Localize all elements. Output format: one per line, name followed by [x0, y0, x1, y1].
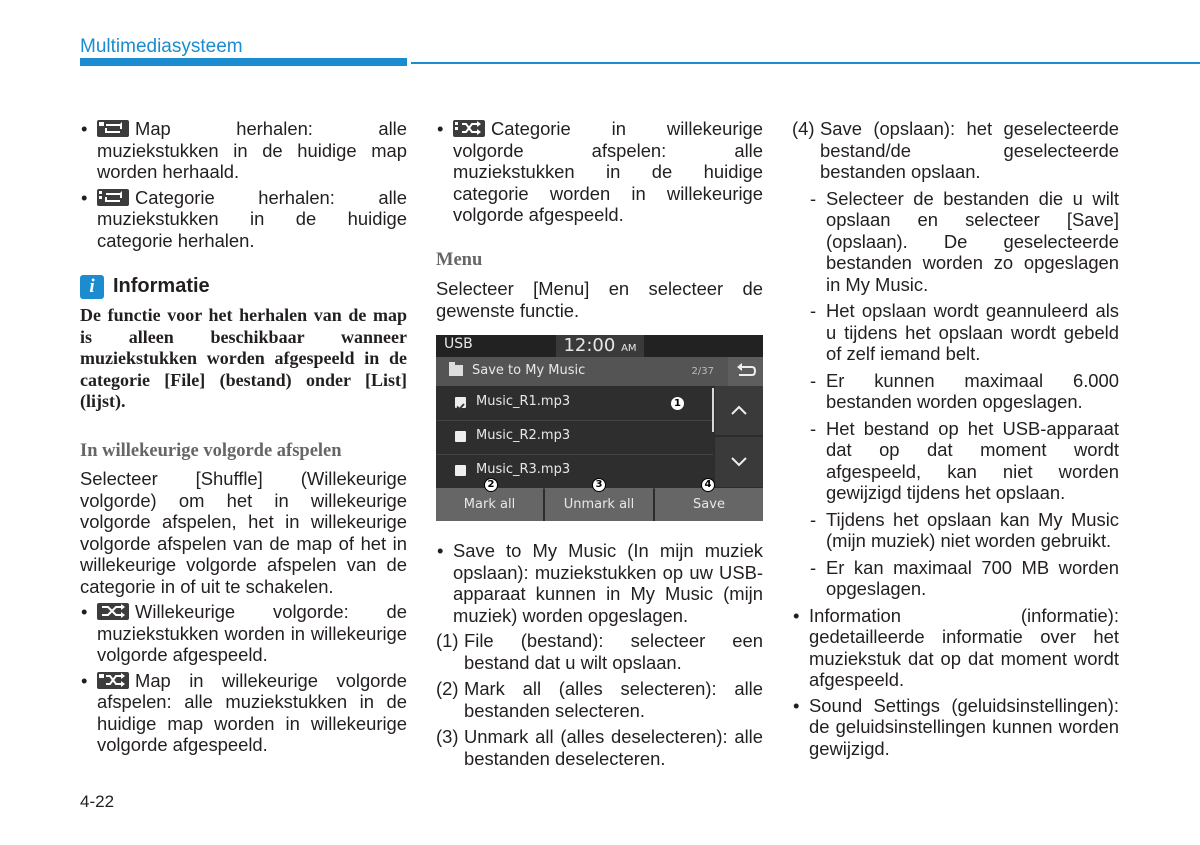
save-button[interactable]: Save [655, 488, 763, 521]
item-save [792, 118, 1119, 183]
section-title: Multimediasysteem [80, 36, 243, 57]
bullet-shuffle-folder [80, 670, 407, 756]
item-unmark-all [436, 726, 763, 769]
file-row[interactable] [436, 455, 713, 489]
bullet-text: Categorie herhalen: alle muziekstukken in de huidige categorie herhalen. [97, 186, 407, 251]
bullet-category-repeat [80, 187, 407, 252]
bullet-text: Save to My Music (In mijn muziek opslaan): muziekstukken op uw USB-apparaat kunnen in My Music (mijn muziek) worden opgeslagen. [453, 540, 763, 626]
dash-marker: - [810, 556, 817, 578]
back-button[interactable] [728, 357, 763, 386]
clock [556, 335, 644, 357]
file-name: Music_R2.mp3 [476, 428, 571, 443]
checkbox[interactable] [455, 465, 466, 476]
note-item [792, 300, 1119, 365]
callout-4: 4 [701, 478, 715, 492]
bullet-folder-repeat [80, 118, 407, 183]
item-number: (1) [436, 630, 459, 651]
chevron-down-icon [715, 437, 763, 487]
scroll-down-button[interactable] [715, 437, 763, 487]
info-title: Informatie [113, 275, 210, 298]
head-unit-screen [436, 335, 763, 521]
column-middle [436, 118, 763, 230]
note-text: Er kan maximaal 700 MB worden opgeslagen. [826, 556, 1119, 599]
shuffle-folder-icon [97, 672, 129, 689]
info-heading [80, 275, 407, 299]
source-label: USB [444, 336, 473, 352]
item-file [436, 630, 763, 673]
item-text: File (bestand): selecteer een bestand dat u wilt opslaan. [464, 630, 763, 673]
mark-all-button[interactable]: Mark all [436, 488, 543, 521]
info-icon: i [80, 275, 104, 299]
folder-bar [436, 357, 728, 386]
unmark-all-button[interactable]: Unmark all [545, 488, 653, 521]
shuffle-category-icon [453, 120, 485, 137]
file-name: Music_R3.mp3 [476, 462, 571, 477]
bullet-text: Willekeurige volgorde: de muziekstukken worden in willekeurige volgorde afgespeeld. [97, 601, 407, 665]
checkbox[interactable] [455, 431, 466, 442]
bullet-shuffle-category [436, 118, 763, 226]
repeat-category-icon [97, 189, 129, 206]
item-text: Save (opslaan): het geselecteerde bestand/de geselecteerde bestanden opslaan. [820, 118, 1119, 182]
bullet-shuffle [80, 601, 407, 666]
menu-paragraph: Selecteer [Menu] en selecteer de gewenste functie. [436, 278, 763, 321]
status-bar [436, 335, 763, 357]
item-text: Unmark all (alles deselecteren): alle bestanden deselecteren. [464, 726, 763, 769]
note-item [792, 418, 1119, 504]
note-text: Het bestand op het USB-apparaat dat op dat moment wordt afgespeeld, kan niet worden gewijzigd tijdens het opslaan. [826, 417, 1119, 503]
note-item [792, 509, 1119, 552]
bullet-save-music [436, 540, 763, 626]
bullet-text: Sound Settings (geluidsinstellingen): de geluidsinstellingen kunnen worden gewijzigd. [809, 694, 1119, 759]
bullet-text: Map herhalen: alle muziekstukken in de huidige map worden herhaald. [97, 118, 407, 182]
bullet-sound-settings [792, 695, 1119, 760]
back-icon [728, 357, 763, 386]
note-text: Er kunnen maximaal 6.000 bestanden worden opgeslagen. [826, 369, 1119, 412]
shuffle-heading: In willekeurige volgorde afspelen [80, 440, 342, 461]
item-number: (4) [792, 118, 815, 139]
track-count: 2/37 [691, 366, 714, 377]
item-number: (2) [436, 678, 459, 699]
bullet-text: Information (informatie): gedetailleerde informatie over het muziekstuk dat op dat moment wordt afgespeeld. [809, 604, 1119, 690]
info-text: De functie voor het herhalen van de map is alleen beschikbaar wanneer muziekstukken worden afgespeeld in de categorie [File] (bestand) onder [List] (lijst). [80, 305, 407, 411]
note-text: Tijdens het opslaan kan My Music (mijn muziek) niet worden gebruikt. [826, 508, 1119, 551]
column-right [792, 118, 1119, 763]
note-item [792, 370, 1119, 413]
file-row[interactable] [436, 387, 713, 421]
scroll-up-button[interactable] [715, 386, 763, 435]
header-rule [411, 62, 1200, 64]
folder-label: Save to My Music [472, 363, 586, 378]
checkbox-checked[interactable] [455, 397, 466, 408]
dash-marker: - [810, 369, 817, 391]
scrollbar[interactable] [712, 388, 714, 432]
callout-3: 3 [592, 478, 606, 492]
item-text: Mark all (alles selecteren): alle bestanden selecteren. [464, 678, 763, 721]
note-item [792, 188, 1119, 296]
shuffle-paragraph: Selecteer [Shuffle] (Willekeurige volgorde) om het in willekeurige volgorde afspelen, het in willekeurige volgorde afspelen van de map of het in willekeurige volgorde afspelen van de categorie in of uit te schakelen. [80, 468, 407, 597]
item-number: (3) [436, 726, 459, 747]
dash-marker: - [810, 300, 817, 321]
clock-ampm: AM [621, 343, 637, 354]
note-text: Het opslaan wordt geannuleerd als u tijdens het opslaan wordt gebeld of zelf iemand belt. [826, 300, 1119, 364]
dash-marker: - [810, 187, 817, 209]
clock-time: 12:00 [563, 335, 616, 356]
file-name: Music_R1.mp3 [476, 394, 571, 409]
menu-heading: Menu [436, 250, 483, 270]
chevron-up-icon [715, 386, 763, 435]
bullet-text: Map in willekeurige volgorde afspelen: alle muziekstukken in de huidige map worden in willekeurige volgorde afgespeeld. [97, 669, 407, 755]
dash-marker: - [810, 417, 817, 439]
column-middle-lower [436, 540, 763, 774]
repeat-folder-icon [97, 120, 129, 137]
header-bar [80, 58, 407, 66]
shuffle-icon [97, 603, 129, 620]
folder-icon [449, 365, 463, 376]
note-text: Selecteer de bestanden die u wilt opslaan en selecteer [Save] (opslaan). De geselecteerde bestanden worden zo opgeslagen in My Music. [826, 187, 1119, 295]
note-item [792, 557, 1119, 600]
column-left [80, 118, 407, 760]
bullet-information [792, 605, 1119, 691]
page-number: 4-22 [80, 792, 115, 811]
file-row[interactable] [436, 421, 713, 455]
dash-marker: - [810, 508, 817, 530]
callout-1: 1 [671, 397, 684, 410]
item-mark-all [436, 678, 763, 721]
callout-2: 2 [484, 478, 498, 492]
bullet-text: Categorie in willekeurige volgorde afspelen: alle muziekstukken in de huidige categorie worden in willekeurige volgorde afgespeeld. [453, 118, 763, 225]
